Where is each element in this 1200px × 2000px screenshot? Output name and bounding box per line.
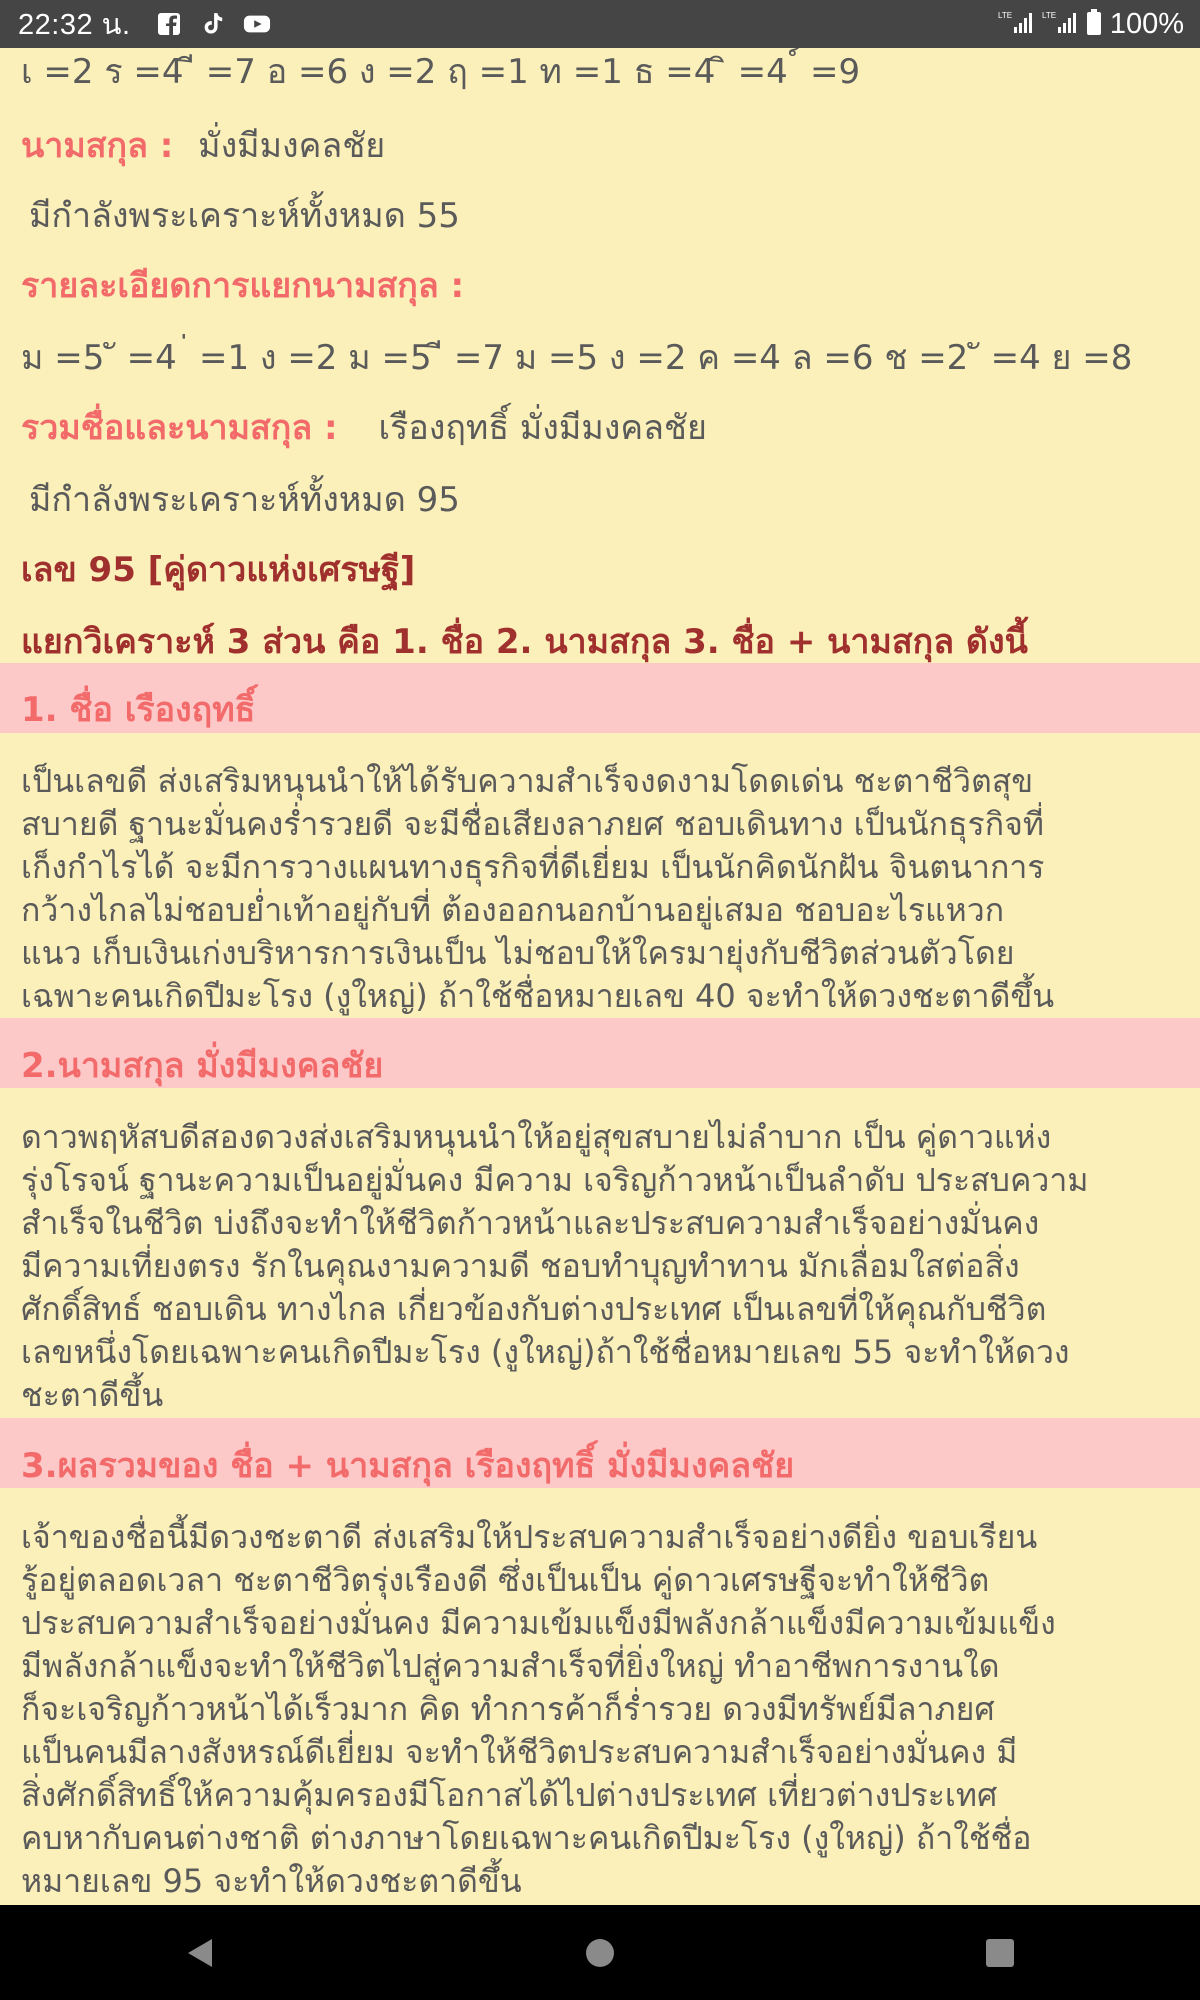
- svg-text:LTE: LTE: [1041, 10, 1056, 20]
- back-icon: [184, 1936, 216, 1970]
- number-title: เลข 95 [คู่ดาวแห่งเศรษฐี]: [21, 550, 416, 590]
- facebook-icon: [155, 10, 183, 38]
- section-1-text: เป็นเลขดี ส่งเสริมหนุนนำให้ได้รับความสำเร็จงดงามโดดเด่น ชะตาชีวิตสุข สบายดี ฐานะมั่นคงร่ำรวยดี จะมีชื่อเสียงลาภยศ ชอบเดินทาง เป็นนักธุรกิจที่ เก็งกำไรได้ จะมีการวางแผนทางธุรกิจที่ดีเยี่ยม เป็นนักคิดนักฝัน จินตนาการ กว้างไกลไม่ชอบย่ำเท้าอยู่กับที่ ต้องออกนอกบ้านอยู่เสมอ ชอบอะไรแหวก แนว เก็บเงินเก่งบริหารการเงินเป็น ไม่ชอบให้ใครมายุ่งกับชีวิตส่วนตัวโดย เฉพาะคนเกิดปีมะโรง (งูใหญ่) ถ้าใช้ชื่อหมายเลข 40 จะทำให้ดวงชะตาดีขึ้น: [21, 762, 1055, 1015]
- back-button[interactable]: [155, 1923, 245, 1983]
- lte-signal-icon-1: [998, 9, 1034, 40]
- home-button[interactable]: [555, 1923, 645, 1983]
- combined-power: มีกำลังพระเคราะห์ทั้งหมด 95: [29, 480, 460, 520]
- section-1-title: 1. ชื่อ เรืองฤทธิ์: [21, 690, 256, 730]
- name-breakdown-tail: เ =2 ร =4 ี =7 อ =6 ง =2 ฤ =1 ท =1 ธ =4 ิ =4 ์ =9: [21, 52, 861, 92]
- system-status: [998, 0, 1184, 48]
- navigation-bar: [0, 1905, 1200, 2000]
- section-3-text: เจ้าของชื่อนี้มีดวงชะตาดี ส่งเสริมให้ประสบความสำเร็จอย่างดียิ่ง ขอบเรียน รู้อยู่ตลอดเวลา ชะตาชีวิตรุ่งเรืองดี ซึ่งเป็นเป็น คู่ดาวเศรษฐีจะทำให้ชีวิต ประสบความสำเร็จอย่างมั่นคง มีความเข้มแข็งมีพลังกล้าแข็งมีความเข้มแข็ง มีพลังกล้าแข็งจะทำให้ชีวิตไปสู่ความสำเร็จที่ยิ่งใหญ่ ทำอาชีพการงานใด ก็จะเจริญก้าวหน้าได้เร็วมาก คิด ทำการค้าก็ร่ำรวย ดวงมีทรัพย์มีลาภยศ แป็นคนมีลางสังหรณ์ดีเยี่ยม จะทำให้ชีวิตประสบความสำเร็จอย่างมั่นคง มี สิ่งศักดิ์สิทธิ์ให้ความคุ้มครองมีโอกาสได้ไปต่างประเทศ เที่ยวต่างประเทศ คบหากับคนต่างชาติ ต่างภาษาโดยเฉพาะคนเกิดปีมะโรง (งูใหญ่) ถ้าใช้ชื่อ หมายเลข 95 จะทำให้ดวงชะตาดีขึ้น: [21, 1518, 1056, 1900]
- tiktok-icon: [199, 10, 227, 38]
- section-2-text: ดาวพฤหัสบดีสองดวงส่งเสริมหนุนนำให้อยู่สุขสบายไม่ลำบาก เป็น คู่ดาวแห่ง รุ่งโรจน์ ฐานะความเป็นอยู่มั่นคง มีความ เจริญก้าวหน้าเป็นลำดับ ประสบความ สำเร็จในชีวิต บ่งถึงจะทำให้ชีวิตก้าวหน้าและประสบความสำเร็จอย่างมั่นคง มีความเที่ยงตรง รักในคุณงามความดี ชอบทำบุญทำทาน มักเลื่อมใสต่อสิ่ง ศักดิ์สิทธ์ ชอบเดิน ทางไกล เกี่ยวข้องกับต่างประเทศ เป็นเลขที่ให้คุณกับชีวิต เลขหนึ่งโดยเฉพาะคนเกิดปีมะโรง (งูใหญ่)ถ้าใช้ชื่อหมายเลข 55 จะทำให้ดวง ชะตาดีขึ้น: [21, 1118, 1089, 1414]
- recents-button[interactable]: [955, 1923, 1045, 1983]
- fortune-content[interactable]: [0, 48, 1200, 1905]
- battery-percent: 100%: [1109, 7, 1184, 40]
- notification-icons: [155, 10, 271, 38]
- battery-icon: [1086, 8, 1102, 41]
- surname-breakdown: ม =5 ั =4 ่ =1 ง =2 ม =5 ี =7 ม =5 ง =2 ค =4 ล =6 ช =2 ั =4 ย =8: [21, 338, 1133, 378]
- surname-value: มั่งมีมงคลชัย: [198, 126, 386, 166]
- status-time: 22:32 น.: [18, 9, 131, 41]
- lte-signal-icon-2: [1042, 9, 1078, 40]
- surname-detail-label: รายละเอียดการแยกนามสกุล :: [21, 266, 465, 306]
- combined-value: เรืองฤทธิ์ มั่งมีมงคลชัย: [378, 408, 707, 448]
- youtube-icon: [243, 10, 271, 38]
- surname-power: มีกำลังพระเคราะห์ทั้งหมด 55: [29, 196, 460, 236]
- recents-icon: [985, 1938, 1015, 1968]
- combined-label: รวมชื่อและนามสกุล :: [21, 408, 338, 448]
- section-2-title: 2.นามสกุล มั่งมีมงคลชัย: [21, 1046, 384, 1086]
- home-icon: [584, 1937, 616, 1969]
- status-bar: [0, 0, 1200, 48]
- combined-row: [21, 400, 707, 454]
- svg-text:LTE: LTE: [997, 10, 1012, 20]
- surname-label: นามสกุล :: [21, 126, 174, 166]
- section-3-title: 3.ผลรวมของ ชื่อ + นามสกุล เรืองฤทธิ์ มั่งมีมงคลชัย: [21, 1446, 795, 1486]
- analysis-intro: แยกวิเคราะห์ 3 ส่วน คือ 1. ชื่อ 2. นามสกุล 3. ชื่อ + นามสกุล ดังนี้: [21, 622, 1028, 662]
- surname-row: [21, 118, 385, 172]
